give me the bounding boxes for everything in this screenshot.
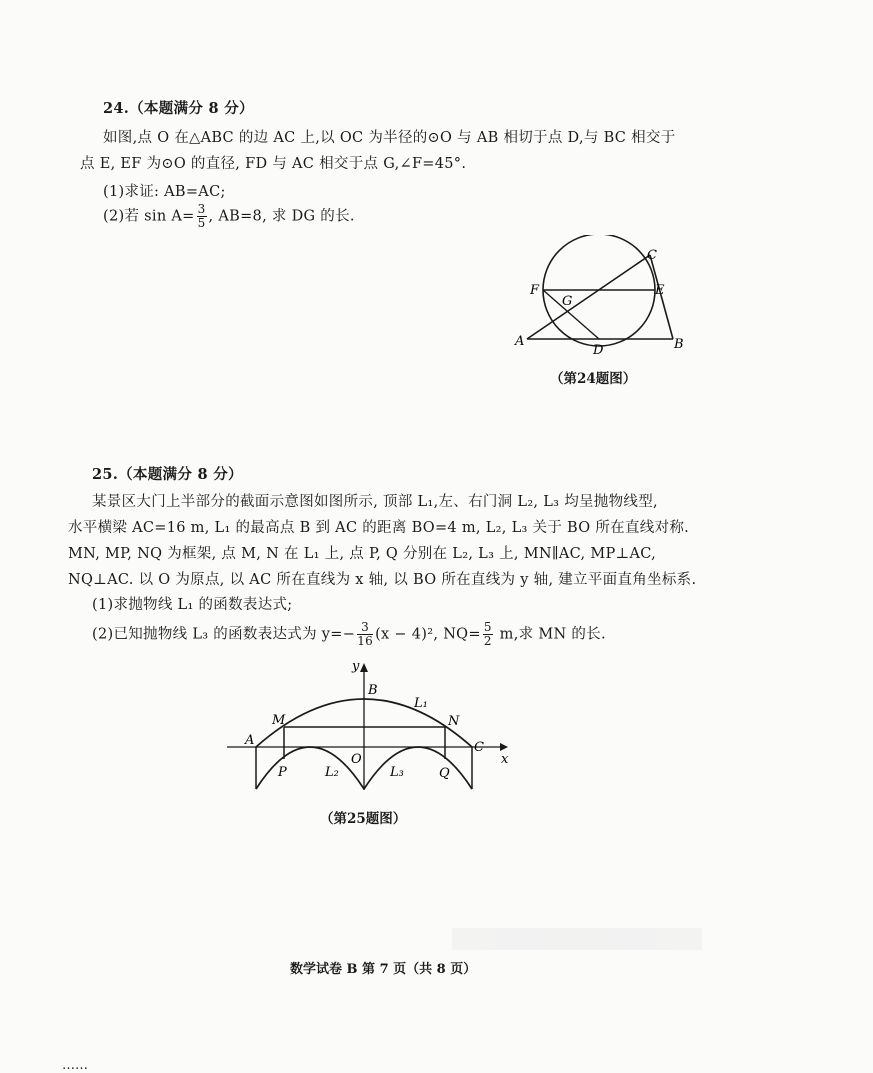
q24-label-b: B xyxy=(674,337,684,352)
q25-label-l1: L₁ xyxy=(414,696,428,711)
q25-coef-fraction xyxy=(357,621,373,648)
q25-label-o: O xyxy=(351,752,362,767)
q24-figure xyxy=(505,235,705,365)
q25-y-arrow xyxy=(360,663,368,672)
q25-text-line4: NQ⊥AC. 以 O 为原点, 以 AC 所在直线为 x 轴, 以 BO 所在直线为 y 轴, 建立平面直角坐标系. xyxy=(68,572,697,588)
q24-label-e: E xyxy=(655,283,665,298)
q24-side-ac xyxy=(527,255,650,339)
q25-part2-pre: (2)已知抛物线 L₃ 的函数表达式为 y=− xyxy=(92,626,356,643)
page-footer: 数学试卷 B 第 7 页（共 8 页） xyxy=(290,962,477,977)
q25-label-p: P xyxy=(278,765,287,780)
q24-part2 xyxy=(103,203,355,230)
q24-caption: （第24题图） xyxy=(550,371,637,387)
q24-sin-numerator: 3 xyxy=(197,202,206,216)
q24-text-line2: 点 E, EF 为⊙O 的直径, FD 与 AC 相交于点 G,∠F=45°. xyxy=(80,156,467,172)
q25-text-line2: 水平横梁 AC=16 m, L₁ 的最高点 B 到 AC 的距离 BO=4 m, L₂, L₃ 关于 BO 所在直线对称. xyxy=(68,520,690,536)
q25-figure xyxy=(225,655,525,805)
q24-text-line1: 如图,点 O 在△ABC 的边 AC 上,以 OC 为半径的⊙O 与 AB 相切于点 D,与 BC 相交于 xyxy=(103,130,676,146)
q25-part1: (1)求抛物线 L₁ 的函数表达式; xyxy=(92,597,293,613)
q25-label-y: y xyxy=(352,659,360,674)
q25-label-l2: L₂ xyxy=(325,765,339,780)
q25-text-line1: 某景区大门上半部分的截面示意图如图所示, 顶部 L₁,左、右门洞 L₂, L₃ 均呈抛物线型, xyxy=(92,494,658,510)
q24-part2-post: , AB=8, 求 DG 的长. xyxy=(208,208,355,225)
q25-nq-fraction xyxy=(483,621,493,648)
q25-label-q: Q xyxy=(439,766,450,781)
q25-parabola-l2 xyxy=(256,747,364,789)
q24-label-c: C xyxy=(647,248,657,263)
scan-smudge xyxy=(452,928,702,950)
q25-nq-denominator: 2 xyxy=(483,634,492,648)
q25-nq-numerator: 5 xyxy=(483,620,492,634)
q25-part2-mid: (x − 4)², NQ= xyxy=(375,626,481,643)
q24-label-d: D xyxy=(593,343,604,358)
q25-label-a: A xyxy=(245,733,255,748)
q24-part1: (1)求证: AB=AC; xyxy=(103,184,226,200)
q24-heading: 24.（本题满分 8 分） xyxy=(103,100,254,117)
q24-part2-pre: (2)若 sin A= xyxy=(103,208,195,225)
q24-label-f: F xyxy=(530,283,540,298)
q25-text-line3: MN, MP, NQ 为框架, 点 M, N 在 L₁ 上, 点 P, Q 分别在 L₂, L₃ 上, MN∥AC, MP⊥AC, xyxy=(68,546,657,562)
q25-label-l3: L₃ xyxy=(390,765,404,780)
q24-label-g: G xyxy=(562,294,573,309)
q25-label-b: B xyxy=(368,683,378,698)
q25-label-x: x xyxy=(501,752,509,767)
q25-caption: （第25题图） xyxy=(320,811,407,827)
q25-x-arrow xyxy=(500,743,508,751)
q24-label-a: A xyxy=(515,334,525,349)
q25-part2 xyxy=(92,621,606,648)
q25-label-c: C xyxy=(474,740,484,755)
q24-sin-fraction xyxy=(197,203,207,230)
q25-label-m: M xyxy=(272,713,286,728)
q25-heading: 25.（本题满分 8 分） xyxy=(92,466,243,483)
q25-coef-numerator: 3 xyxy=(357,621,373,635)
q24-sin-denominator: 5 xyxy=(197,216,206,230)
next-page-fragment: …… xyxy=(62,1058,88,1073)
q25-coef-denominator: 16 xyxy=(357,634,374,648)
q25-label-n: N xyxy=(448,714,460,729)
q25-part2-post: m,求 MN 的长. xyxy=(494,626,606,643)
q25-parabola-l3 xyxy=(364,747,472,789)
